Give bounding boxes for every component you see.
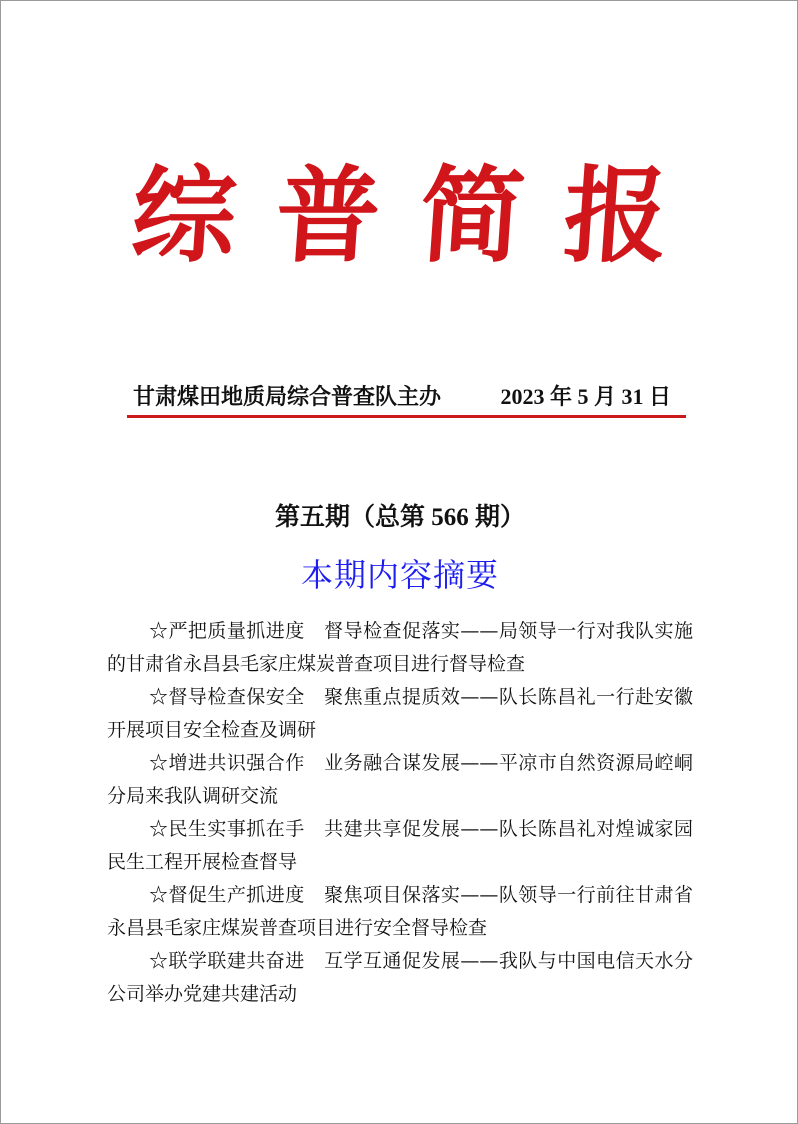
summary-heading: 本期内容摘要 [300, 556, 499, 594]
issue-number: 第五期（总第 566 期） [274, 504, 525, 531]
summary-item: ☆民生实事抓在手 共建共享促发展——队长陈昌礼对煌诚家园民生工程开展检查督导 [107, 818, 693, 873]
masthead-char: 普 [271, 154, 385, 277]
summary-item: ☆联学联建共奋进 互学互通促发展——我队与中国电信天水分公司举办党建共建活动 [107, 950, 693, 1005]
summary-item: ☆增进共识强合作 业务融合谋发展——平凉市自然资源局崆峒分局来我队调研交流 [107, 752, 693, 807]
red-divider [127, 415, 686, 418]
masthead-char: 综 [127, 154, 241, 277]
summary-item: ☆督促生产抓进度 聚焦项目保落实——队领导一行前往甘肃省永昌县毛家庄煤炭普查项目进行安全督导检查 [107, 884, 693, 939]
masthead-title [1, 151, 798, 281]
issue-date: 2023 年 5 月 31 日 [500, 384, 671, 409]
masthead-char: 简 [415, 154, 529, 277]
summary-item: ☆严把质量抓进度 督导检查促落实——局领导一行对我队实施的甘肃省永昌县毛家庄煤炭普查项目进行督导检查 [107, 620, 693, 675]
issuer-line [129, 381, 685, 413]
issuer-organization: 甘肃煤田地质局综合普查队主办 [133, 384, 442, 409]
masthead-char: 报 [559, 154, 673, 277]
summary-item: ☆督导检查保安全 聚焦重点提质效——队长陈昌礼一行赴安徽开展项目安全检查及调研 [107, 686, 693, 741]
summary-list [107, 615, 693, 1011]
